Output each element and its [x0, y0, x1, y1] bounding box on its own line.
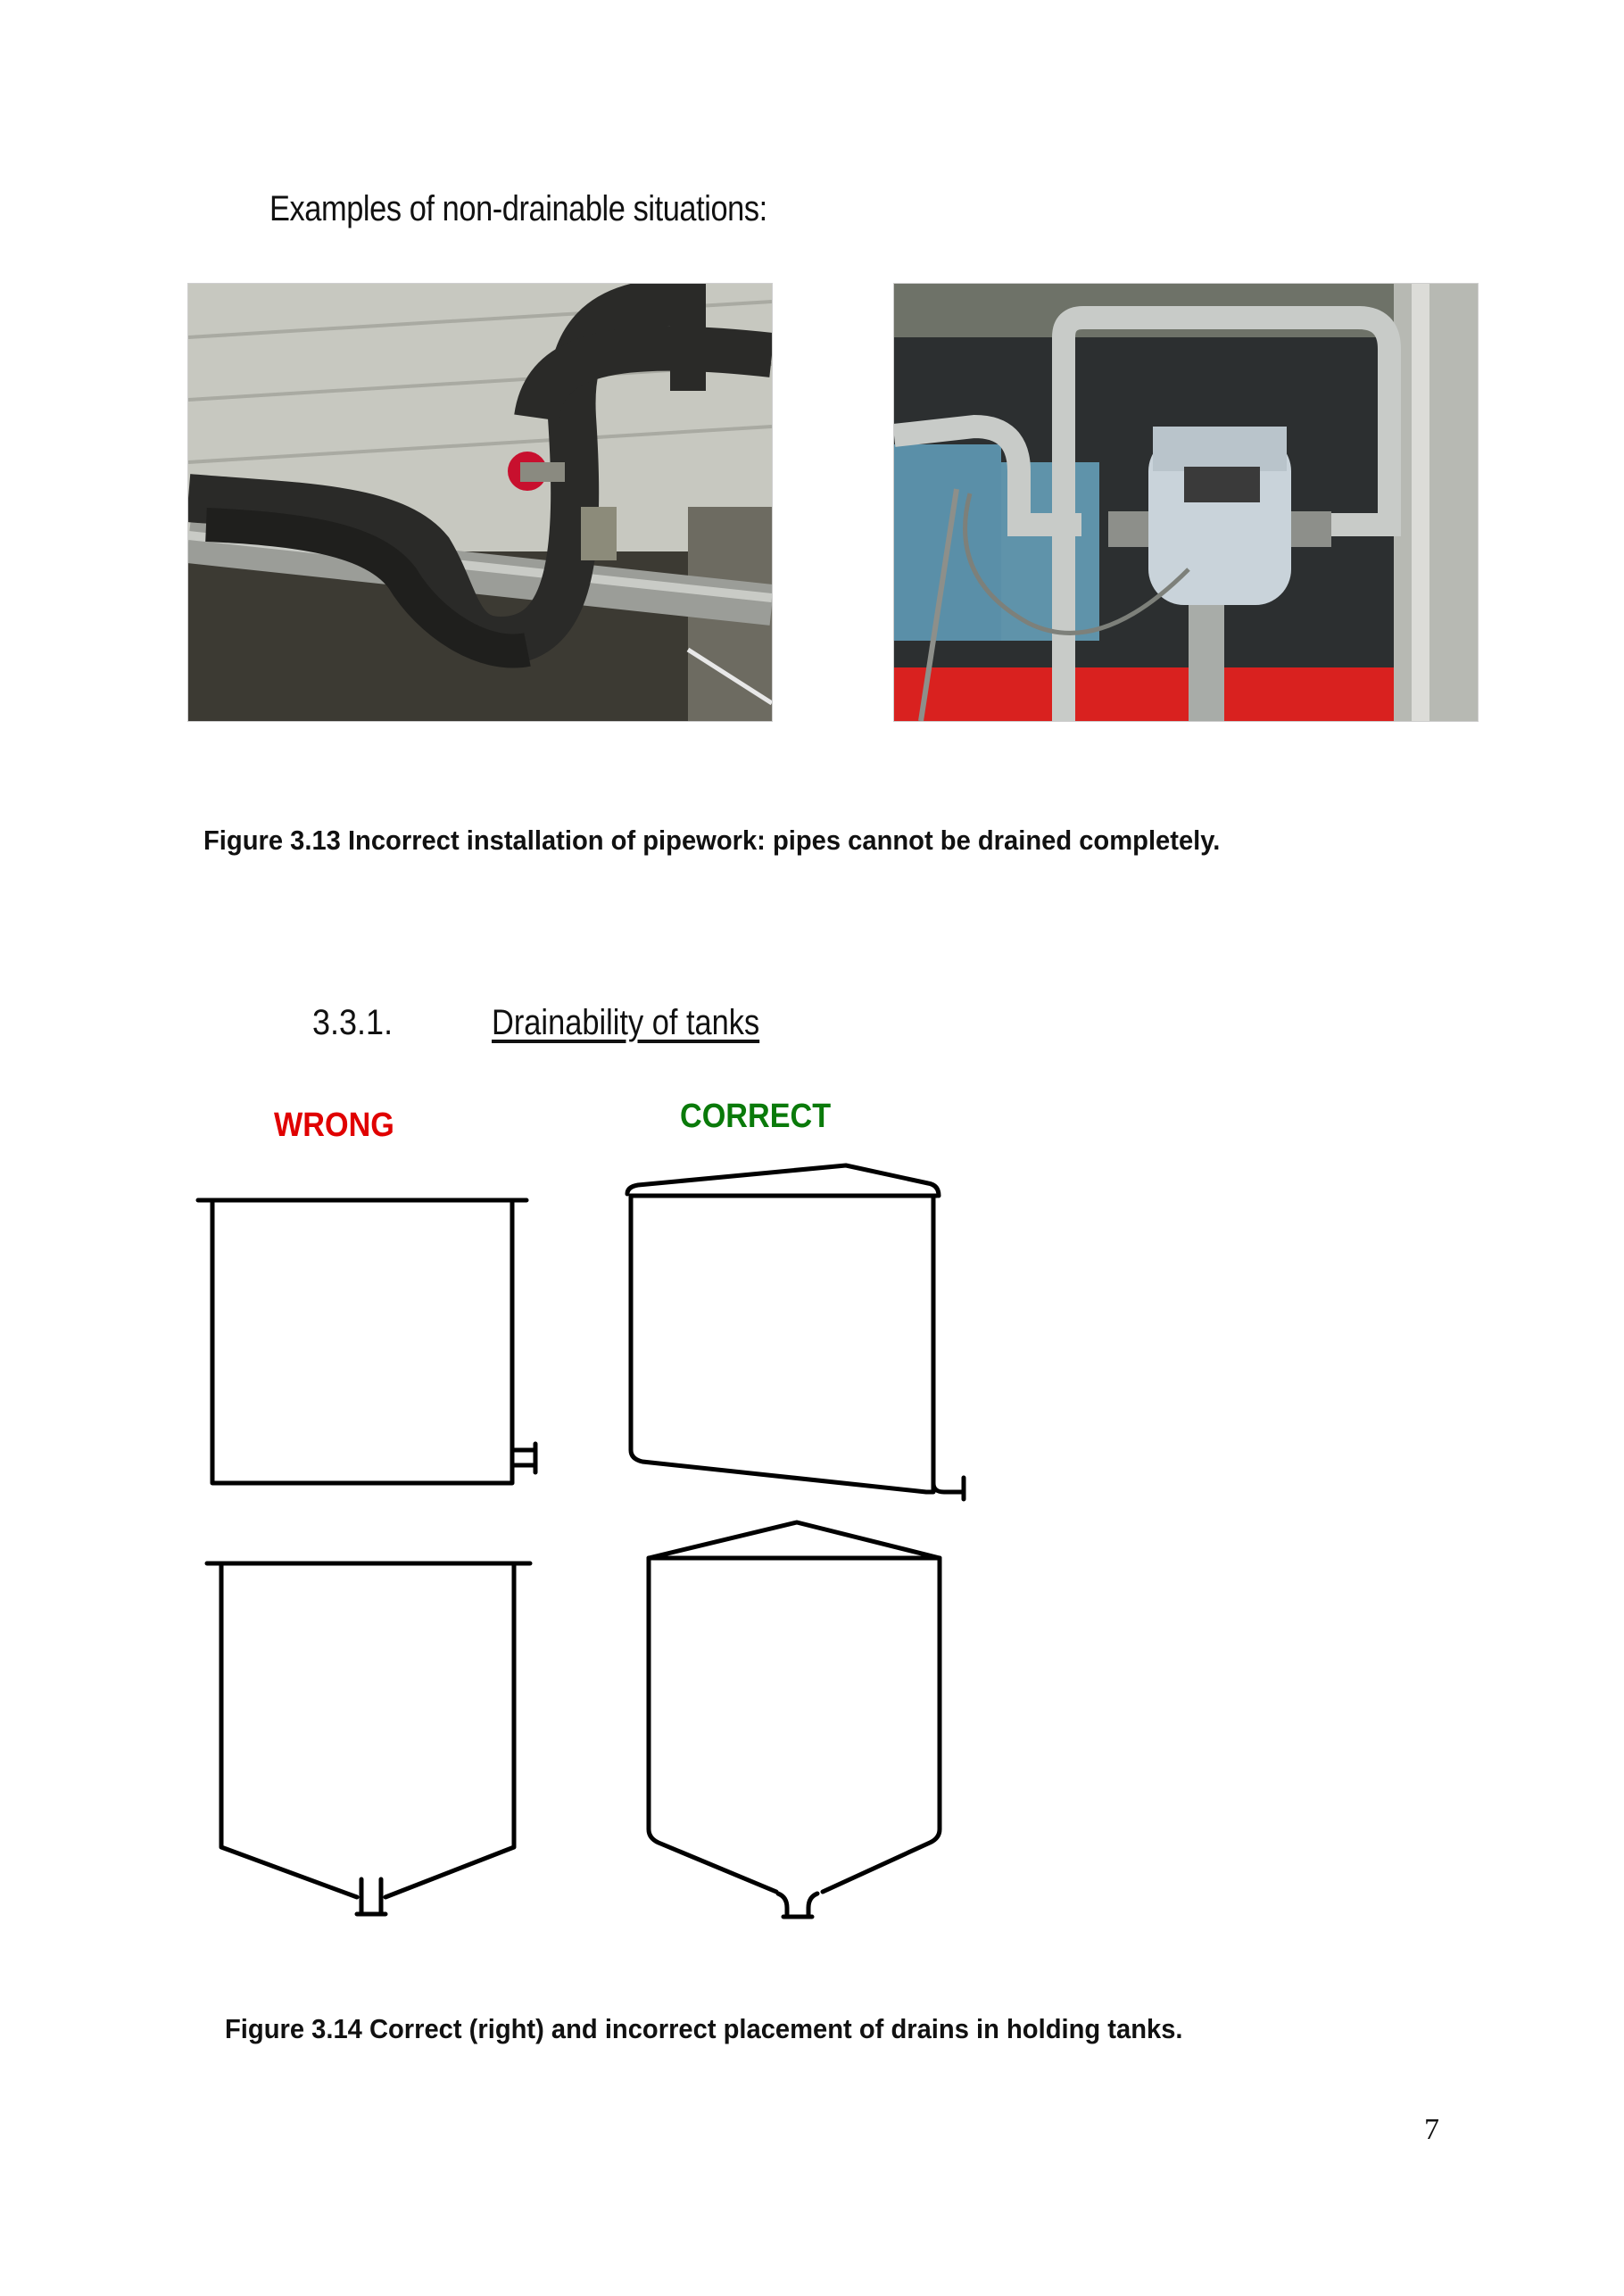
figure-3-14-caption: Figure 3.14 Correct (right) and incorrect placement of drains in holding tanks. [225, 2013, 1183, 2044]
figure-3-13-caption: Figure 3.13 Incorrect installation of pipework: pipes cannot be drained completely. [203, 825, 1221, 856]
section-number: 3.3.1. [312, 1003, 394, 1042]
correct-label: CORRECT [680, 1098, 832, 1135]
correct-conical-tank [649, 1522, 940, 1917]
flowmeter-photo-right [893, 283, 1479, 722]
intro-text: Examples of non-drainable situations: [269, 189, 767, 228]
tank-drain-diagrams [187, 1160, 990, 1927]
wrong-conical-tank [207, 1563, 530, 1914]
wrong-flat-tank [198, 1200, 535, 1483]
wrong-label: WRONG [274, 1107, 394, 1144]
page-number: 7 [1424, 2113, 1439, 2146]
section-title: Drainability of tanks [492, 1003, 760, 1042]
correct-sloped-tank [627, 1165, 964, 1499]
pipework-photo-left [187, 283, 773, 722]
